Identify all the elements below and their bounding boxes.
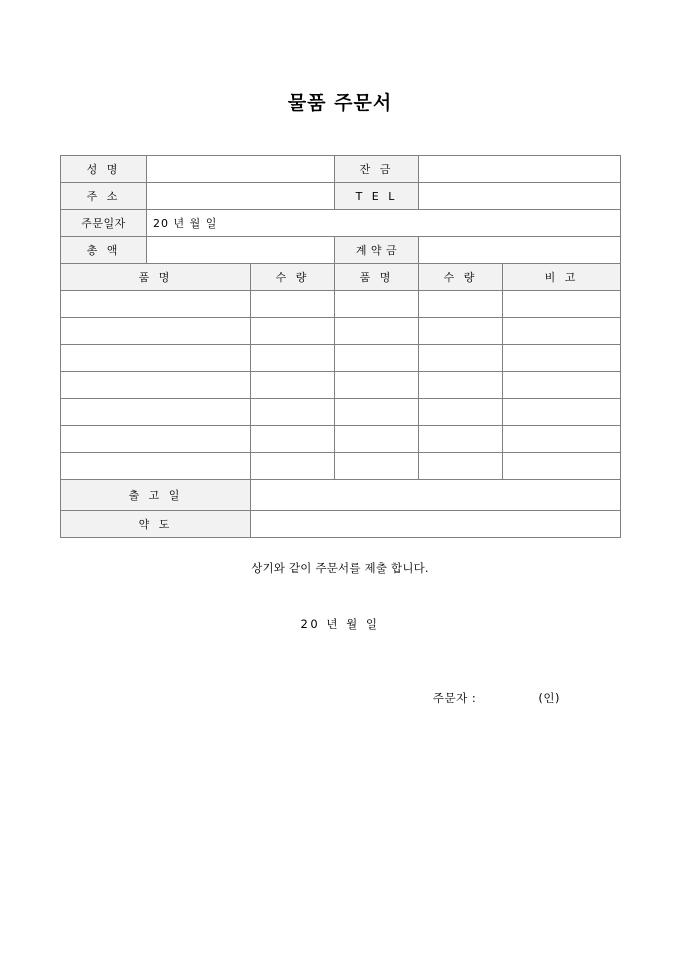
item-cell[interactable] [61, 399, 251, 426]
item-cell[interactable] [335, 453, 419, 480]
deposit-label: 계 약 금 [335, 237, 419, 264]
item-cell[interactable] [251, 453, 335, 480]
item-cell[interactable] [419, 345, 503, 372]
table-row [61, 372, 621, 399]
item-cell[interactable] [419, 372, 503, 399]
table-row [61, 345, 621, 372]
address-label: 주 소 [61, 183, 147, 210]
table-row [61, 453, 621, 480]
table-row [61, 399, 621, 426]
item-cell[interactable] [251, 291, 335, 318]
item-cell[interactable] [251, 372, 335, 399]
item-cell[interactable] [61, 453, 251, 480]
item-cell[interactable] [503, 372, 621, 399]
name-field[interactable] [147, 156, 335, 183]
order-date-label: 주문일자 [61, 210, 147, 237]
balance-field[interactable] [419, 156, 621, 183]
delivery-date-label: 출 고 일 [61, 480, 251, 511]
signature-date-line: 20 년 월 일 [300, 617, 380, 631]
map-drawing-area[interactable] [251, 511, 621, 538]
item-cell[interactable] [503, 345, 621, 372]
table-row [61, 210, 621, 237]
item-cell[interactable] [251, 399, 335, 426]
address-field[interactable] [147, 183, 335, 210]
item-cell[interactable] [335, 318, 419, 345]
item-cell[interactable] [335, 426, 419, 453]
item-cell[interactable] [251, 318, 335, 345]
column-header-item-name-2: 품 명 [335, 264, 419, 291]
table-row [61, 291, 621, 318]
item-cell[interactable] [503, 399, 621, 426]
item-cell[interactable] [61, 318, 251, 345]
item-cell[interactable] [61, 426, 251, 453]
item-cell[interactable] [503, 318, 621, 345]
signer-label: 주문자 : [432, 691, 477, 705]
delivery-date-field[interactable] [251, 480, 621, 511]
item-cell[interactable] [419, 399, 503, 426]
seal-mark: (인) [538, 691, 560, 705]
tel-field[interactable] [419, 183, 621, 210]
item-cell[interactable] [503, 453, 621, 480]
column-header-qty-2: 수 량 [419, 264, 503, 291]
balance-label: 잔 금 [335, 156, 419, 183]
item-cell[interactable] [251, 426, 335, 453]
item-cell[interactable] [419, 318, 503, 345]
signer-line [60, 690, 620, 706]
table-row [61, 426, 621, 453]
order-date-field[interactable]: 20 년 월 일 [147, 210, 621, 237]
tel-label: T E L [335, 183, 419, 210]
item-cell[interactable] [335, 372, 419, 399]
map-label: 약 도 [61, 511, 251, 538]
item-cell[interactable] [503, 291, 621, 318]
item-cell[interactable] [61, 345, 251, 372]
table-row [61, 480, 621, 511]
table-row [61, 318, 621, 345]
item-cell[interactable] [335, 345, 419, 372]
item-cell[interactable] [251, 345, 335, 372]
order-form [60, 115, 620, 706]
table-row [61, 183, 621, 210]
item-cell[interactable] [419, 453, 503, 480]
column-header-remarks: 비 고 [503, 264, 621, 291]
table-row [61, 511, 621, 538]
table-row [61, 237, 621, 264]
item-cell[interactable] [61, 372, 251, 399]
item-cell[interactable] [335, 291, 419, 318]
column-header-qty-1: 수 량 [251, 264, 335, 291]
table-row [61, 156, 621, 183]
deposit-field[interactable] [419, 237, 621, 264]
item-cell[interactable] [419, 426, 503, 453]
item-cell[interactable] [61, 291, 251, 318]
item-cell[interactable] [503, 426, 621, 453]
name-label: 성 명 [61, 156, 147, 183]
order-form-table [60, 155, 621, 538]
submission-statement: 상기와 같이 주문서를 제출 합니다. [251, 561, 429, 575]
total-field[interactable] [147, 237, 335, 264]
item-cell[interactable] [419, 291, 503, 318]
column-header-item-name-1: 품 명 [61, 264, 251, 291]
page-title: 물품 주문서 [287, 92, 393, 114]
items-header-row [61, 264, 621, 291]
total-label: 총 액 [61, 237, 147, 264]
item-cell[interactable] [335, 399, 419, 426]
